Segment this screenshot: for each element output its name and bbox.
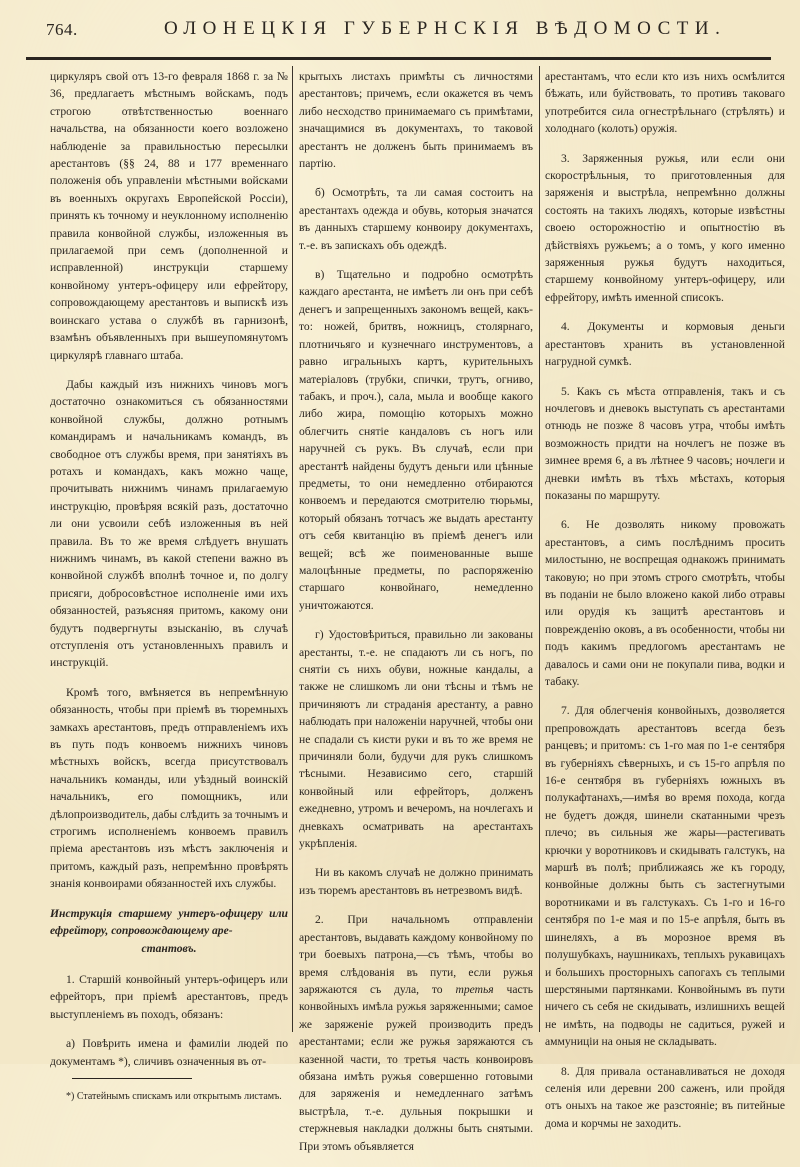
column-divider <box>539 66 540 1032</box>
gazette-title: ОЛОНЕЦКІЯ ГУБЕРНСКІЯ ВѢДОМОСТИ. <box>164 18 727 39</box>
paragraph: арестантамъ, что если кто изъ нихъ осмѣлится бѣжать, или буйствовать, то противъ таковаго употребится сила огнестрѣльнаго (стрѣлять) и холоднаго (колоть) оружія. <box>545 70 785 136</box>
section-heading-text-end: стантовъ. <box>141 941 197 955</box>
paragraph: 1. Старшій конвойный унтеръ-офицеръ или ефрейторъ, при пріемѣ арестантовъ, предъ выступленіемъ въ походъ, обязанъ: <box>50 972 288 1021</box>
paragraph: Ни въ какомъ случаѣ не должно принимать изъ тюремъ арестантовъ въ нетрезвомъ видѣ. <box>299 866 533 897</box>
text-run: часть конвойныхъ имѣла ружья заряженными; самое же заряженіе ружей производить предъ арестантами; если же ружья заряжаются съ казенной части, то третья часть конвоировъ обязана имѣть ружья совершенно готовыми для заряженія и немедленнаго затѣмъ выстрѣла, т.-е. дульныя покрышки и стержневыя накладки должны быть снятыми. При этомъ объявляется <box>299 982 533 1153</box>
column-2 <box>299 68 533 1167</box>
text-run: 2. При начальномъ отправленіи арестантовъ, выдавать каждому конвойному по три боевыхъ патрона,—съ тѣмъ, чтобы во время слѣдованія въ пути, если ружья заряжаются съ дула, то <box>299 913 533 996</box>
paragraph: в) Тщательно и подробно осмотрѣть каждаго арестанта, не имѣетъ ли онъ при себѣ денегъ и запрещенныхъ закономъ вещей, какъ-то: ножей, бритвъ, ножницъ, столярнаго, плотничьяго и кузнечнаго инструментовъ, а равно игральныхъ картъ, курительныхъ матеріаловъ (трубки, спички, трутъ, огниво, табакъ, и проч.), сала, мыла и вообще какого либо жира, помощію которыхъ можно облегчить снятіе кандаловъ съ ногъ или наручней съ рукъ. Въ случаѣ, если при арестантѣ найдены будутъ деньги или цѣнные предметы, то они немедленно отбираются конвоемъ и передаются смотрителю тюрьмы, который обязанъ тотчасъ же выдать арестанту отъ себя квитанцію въ пріемѣ денегъ или вещей; всѣ же поименованные выше малоцѣнные предметы, по распоряженію старшаго конвойнаго, немедленно уничтожаются. <box>299 268 533 612</box>
paragraph: б) Осмотрѣть, та ли самая состоитъ на арестантахъ одежда и обувь, которыя значатся въ данныхъ старшему конвоиру документахъ, т.-е. въ запискахъ объ одеждѣ. <box>299 186 533 252</box>
header-rule <box>26 57 771 60</box>
emphasized-word: третья <box>455 982 494 996</box>
paragraph: крытыхъ листахъ примѣты съ личностями арестантовъ; причемъ, если окажется въ чемъ либо несходство принимаемаго съ примѣтами, значащимися въ документахъ, то таковой арестантъ не долженъ быть принимаемъ въ партію. <box>299 70 533 171</box>
column-3 <box>545 68 785 1144</box>
paragraph <box>299 911 533 1155</box>
paragraph: 5. Какъ съ мѣста отправленія, такъ и съ ночлеговъ и дневокъ выступать съ арестантами отнюдь не позже 8 часовъ утра, чтобы имѣть возможность придти на ночлегъ не позже въ зимнее время 6, а въ лѣтнее 9 часовъ; ночлеги и дневки имѣть въ тѣхъ мѣстахъ, которыя показаны по маршруту. <box>545 384 785 502</box>
paragraph: 3. Заряженныя ружья, или если они скорострѣльныя, то приготовленныя для заряженія и выстрѣла, непремѣнно должны состоять на такихъ людяхъ, которые извѣстны своею осторожностію и опытностію въ дѣйствіяхъ ружьемъ; а о томъ, у кого именно заряженныя ружья будутъ находиться, старшему конвойному унтеръ-офицеру, или ефрейтору, имѣть именной списокъ. <box>545 151 785 304</box>
paragraph: Дабы каждый изъ нижнихъ чиновъ могъ достаточно ознакомиться съ обязанностями конвойной службы, должно ротнымъ командирамъ и начальникамъ командъ, въ свободное отъ службы время, при занятіяхъ въ ротахъ и командахъ, какъ можно чаще, прочитывать нижнимъ чинамъ прилагаемую инструкцію, провѣряя всякій разъ, достаточно ли они усвоили себѣ изложенныя въ ней правила. Въ то же время слѣдуетъ внушать нижнимъ чинамъ, въ какой степени важно въ конвойной службѣ вполнѣ точное и, по долгу присяги, добросовѣстное исполненіе ими ихъ обязанностей, разъясняя притомъ, какому они будутъ подвергнуты взысканію, въ случаѣ отступленія отъ установленныхъ правилъ и инструкцій. <box>50 377 288 670</box>
footnote-rule <box>72 1078 192 1079</box>
paragraph: 7. Для облегченія конвойныхъ, дозволяется препровождать арестантовъ всегда безъ ранцевъ; и притомъ: съ 1-го мая по 1-е сентября въ губерніяхъ сѣверныхъ, и съ 15-го апрѣля по 16-е сентября въ губерніяхъ южныхъ въ полукафтанахъ,—имѣя во время похода, когда не будетъ дождя, шинели скатанными чрезъ плечо; въ сильныя же жары—растегивать крючки у воротниковъ и скидывать галстукъ, на маршѣ въ полѣ; приближаясь же къ городу, конвойные должны быть съ застегнутыми воротниками и въ галстукахъ. Съ 1-го и 16-го сентября по 1-е мая и по 15-е апрѣля, быть въ шинеляхъ, а въ морозное время въ полушубкахъ, наушникахъ, теплыхъ рукавицахъ и большихъ просторныхъ сапогахъ съ теплыми шерстяными партянками. Конвойнымъ въ пути ничего съ себя не скидывать, излишнихъ вещей не имѣть, на подводы не садиться, ружей и аммуниціи на оныя не складывать. <box>545 704 785 1049</box>
footnote: *) Статейнымъ спискамъ или открытымъ листамъ. <box>66 1090 282 1102</box>
paragraph: г) Удостовѣриться, правильно ли закованы арестанты, т.-е. не спадаютъ ли съ ногъ, по снятіи съ нихъ обуви, ножные кандалы, а также не слишкомъ ли они тѣсны и тѣмъ не причиняютъ ли страданія арестанту, а равно наблюдать при наложеніи наручней, чтобы они не спадали съ кисти руки и въ то же время не причиняли боли, будучи для рукъ слишкомъ тѣсными. Независимо сего, старшій конвойный или ефрейторъ, долженъ ежедневно, утромъ и вечеромъ, на ночлегахъ и дневкахъ осматривать на арестантахъ укрѣпленія. <box>299 628 533 851</box>
column-divider <box>292 66 293 1032</box>
paragraph: циркуляръ свой отъ 13-го февраля 1868 г. за № 36, предлагаетъ мѣстнымъ войскамъ, подъ строгою отвѣтственностью военнаго начальства, на обязанности коего возложено наблюденіе за правильностью пересылки арестантовъ (§§ 24, 88 и 177 временнаго положенія объ управленіи мѣстными войсками въ военныхъ округахъ Европейской Россіи), принять къ точному и неуклонному исполненію правила конвойной службы, изложенныя въ прилагаемой при семъ (дополненной и исправленной) инструкціи старшему конвойному унтеръ-офицеру или ефрейтору, сопровождающему арестантовъ и выпискѣ изъ воинскаго устава о службѣ въ гарнизонѣ, взамѣнъ объявленныхъ при вышеупомянутомъ циркулярѣ главнаго штаба. <box>50 70 288 362</box>
paragraph: 6. Не дозволять никому провожать арестантовъ, а симъ послѣднимъ просить милостыню, не воспрещая однакожъ принимать таковую; но при этомъ строго смотрѣть, чтобы въ поданіи не было вложено какой либо отравы или орудія къ защитѣ арестантовъ и поврежденію оковъ, а въ особенности, чтобы ни подъ какимъ предлогомъ арестантамъ не давалось и сами они не покупали пива, водки и табаку. <box>545 518 785 688</box>
column-1 <box>50 68 288 1116</box>
section-heading <box>50 905 288 957</box>
page-header <box>0 18 800 48</box>
paragraph: Кромѣ того, вмѣняется въ непремѣнную обязанность, чтобы при пріемѣ въ тюремныхъ замкахъ арестантовъ, предъ отправленіемъ ихъ въ путь подъ конвоемъ нижнихъ чиновъ мѣстныхъ войскъ, всегда присутствовалъ начальникъ команды, или уѣздный воинскій начальникъ, его помощникъ, или дѣлопроизводитель, дабы слѣдить за точнымъ и строгимъ исполненіемъ конвоемъ правилъ пріема арестантовъ изъ мѣстъ заключенія и притомъ, каждый разъ, непремѣнно провѣрять знанія конвоирами обязанностей ихъ службы. <box>50 685 288 891</box>
section-heading-text: Инструкція старшему унтеръ-офицеру или ефрейтору, сопровождающему аре- <box>50 906 288 938</box>
paragraph: 8. Для привала останавливаться не доходя селенія или деревни 200 саженъ, или пройдя отъ оныхъ на такое же разстояніе; въ питейные дома и корчмы не заходить. <box>545 1064 785 1130</box>
paragraph: а) Повѣрить имена и фамиліи людей по документамъ *), сличивъ означенныя въ от- <box>50 1037 288 1068</box>
page-number: 764. <box>46 20 78 39</box>
paragraph: 4. Документы и кормовыя деньги арестантовъ хранить въ установленной нагрудной сумкѣ. <box>545 320 785 369</box>
